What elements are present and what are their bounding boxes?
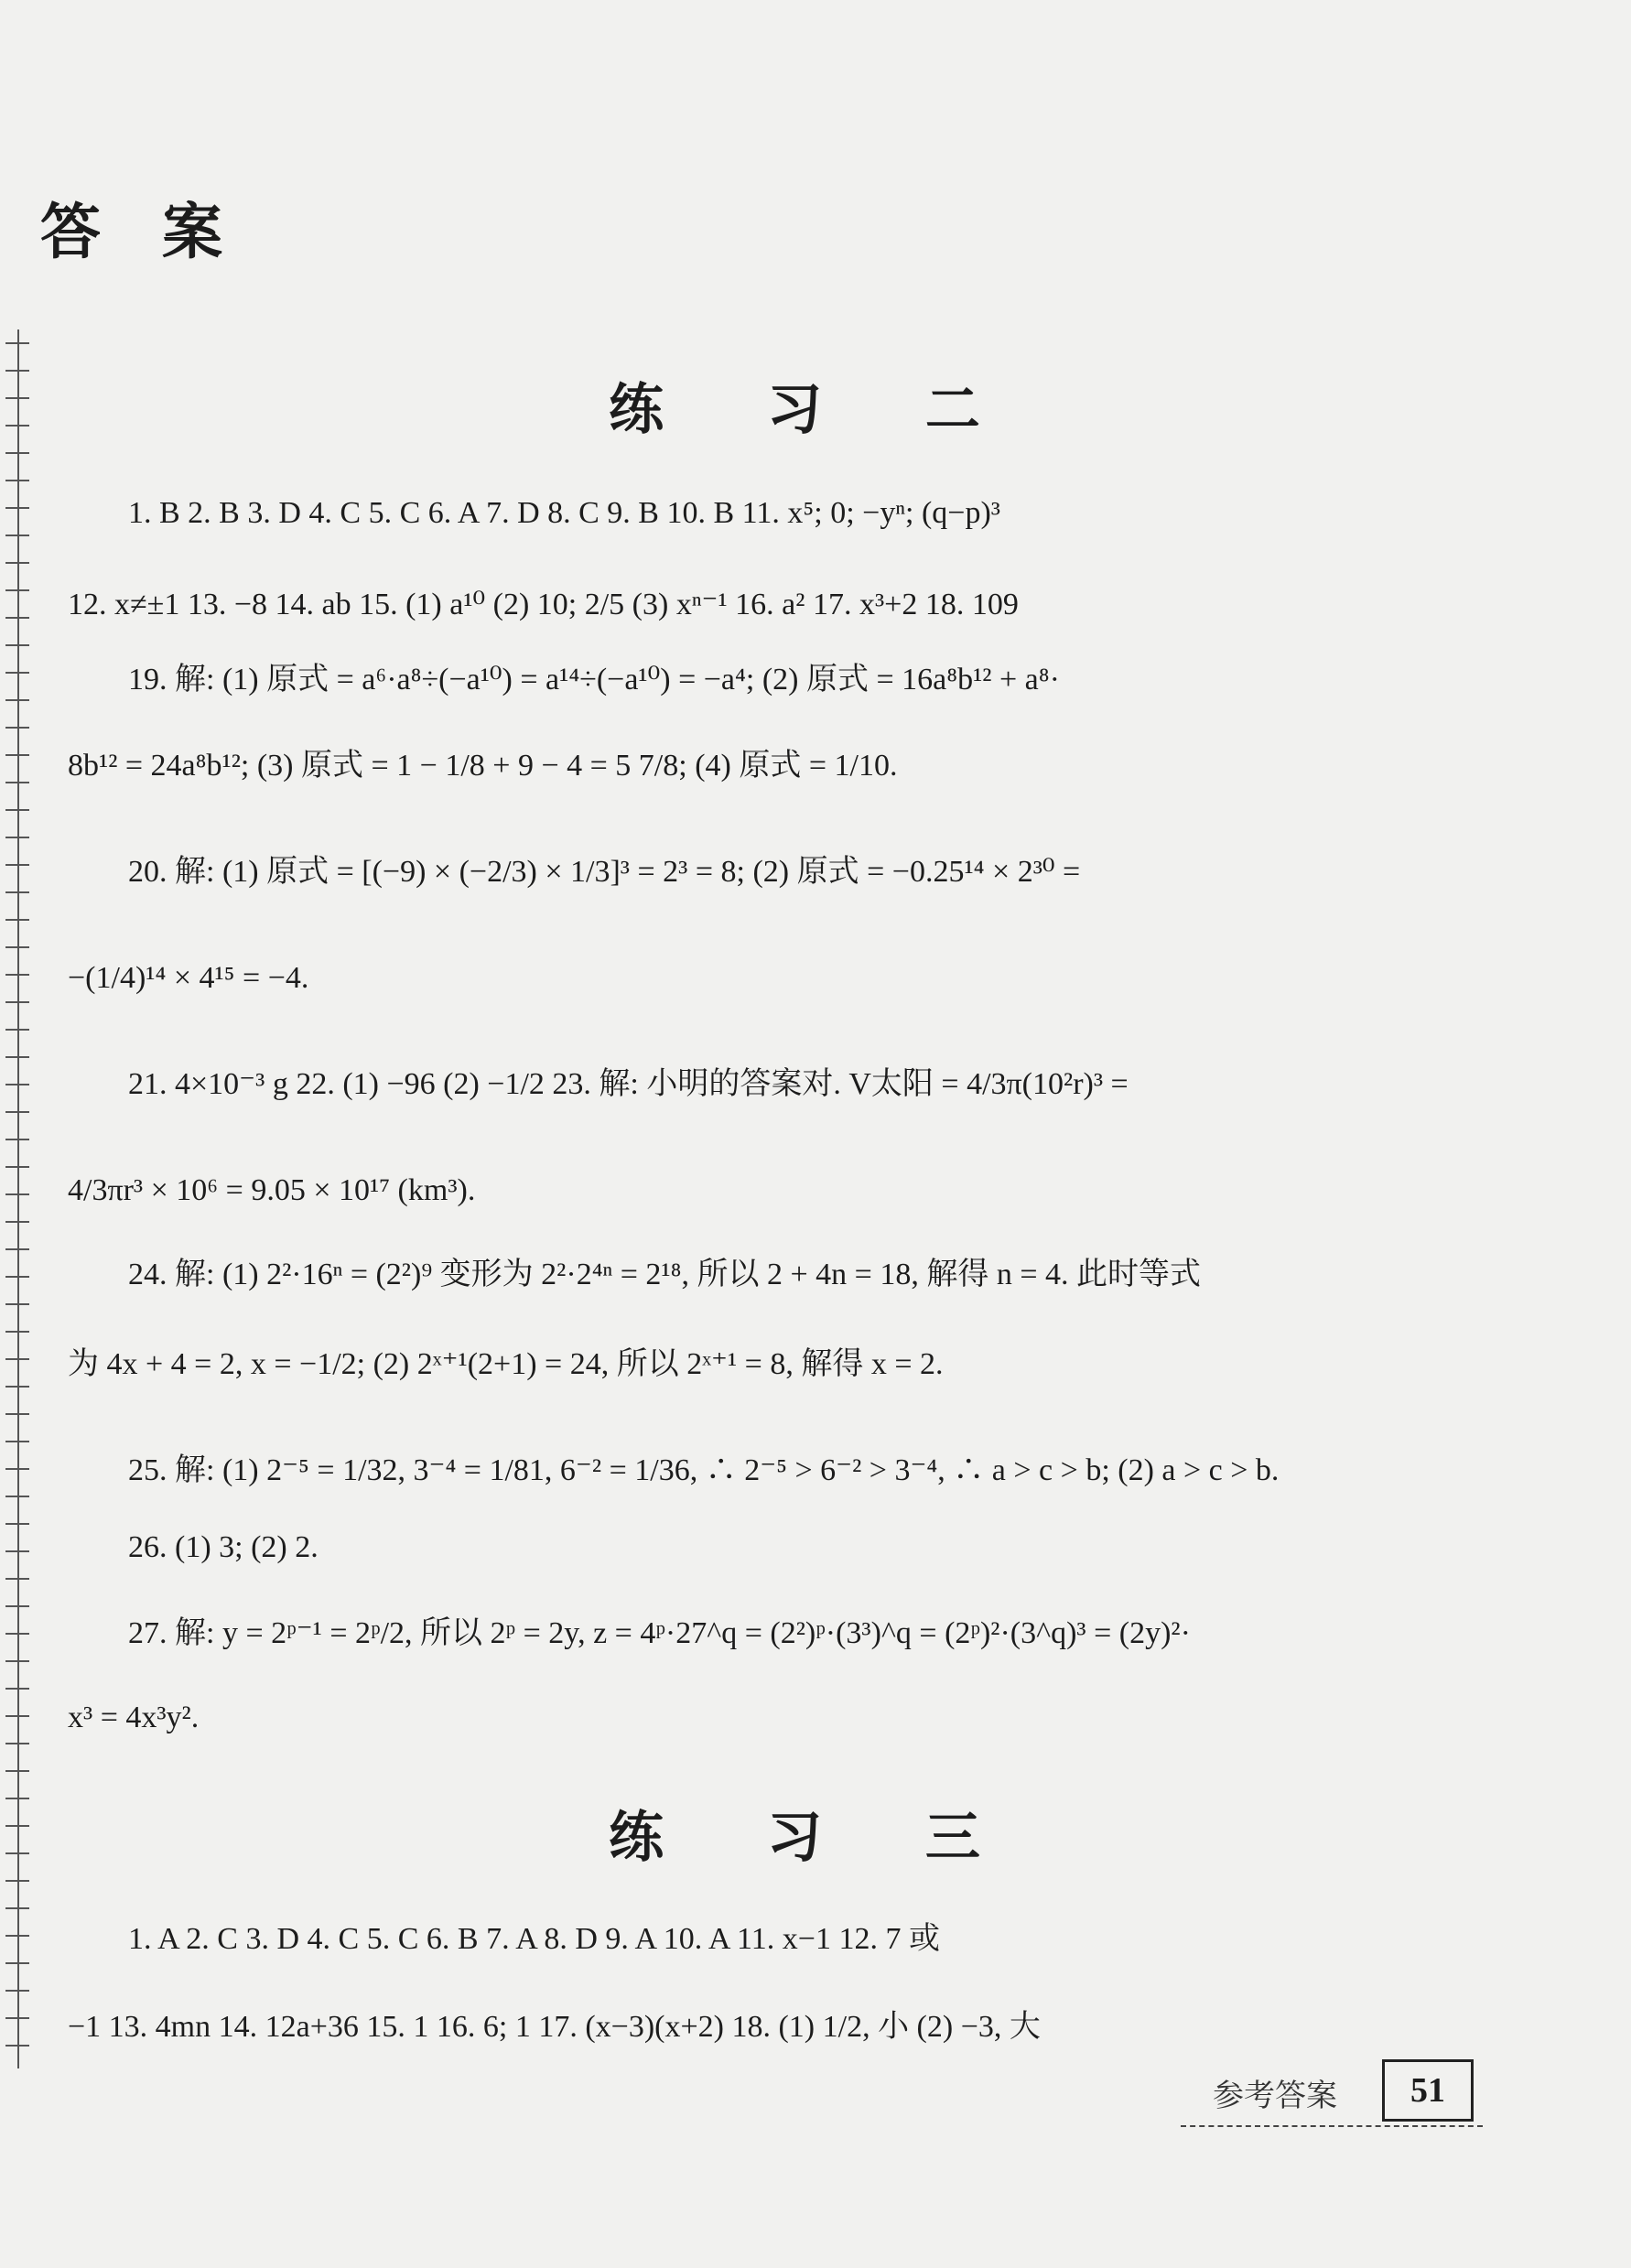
answer-line: −(1/4)¹⁴ × 4¹⁵ = −4. (68, 961, 309, 995)
footer-divider (1181, 2125, 1483, 2127)
section-title-exercise-2: 练 习 二 (609, 378, 1022, 442)
answer-line: 为 4x + 4 = 2, x = −1/2; (2) 2ˣ⁺¹(2+1) = 24, 所以 2ˣ⁺¹ = 8, 解得 x = 2. (68, 1347, 944, 1381)
answer-line: 8b¹² = 24a⁸b¹²; (3) 原式 = 1 − 1/8 + 9 − 4 = 5 7/8; (4) 原式 = 1/10. (68, 749, 898, 783)
page-number: 51 (1382, 2059, 1474, 2122)
answer-line: 1. A 2. C 3. D 4. C 5. C 6. B 7. A 8. D 9. A 10. A 11. x−1 12. 7 或 (128, 1922, 940, 1956)
answer-line: 25. 解: (1) 2⁻⁵ = 1/32, 3⁻⁴ = 1/81, 6⁻² = 1/36, ∴ 2⁻⁵ > 6⁻² > 3⁻⁴, ∴ a > c > b; (2) a > c > b. (128, 1453, 1280, 1487)
answer-line: 19. 解: (1) 原式 = a⁶·a⁸÷(−a¹⁰) = a¹⁴÷(−a¹⁰) = −a⁴; (2) 原式 = 16a⁸b¹² + a⁸· (128, 663, 1060, 697)
answer-line: 24. 解: (1) 2²·16ⁿ = (2²)⁹ 变形为 2²·2⁴ⁿ = 2¹⁸, 所以 2 + 4n = 18, 解得 n = 4. 此时等式 (128, 1258, 1202, 1291)
answer-line: 4/3πr³ × 10⁶ = 9.05 × 10¹⁷ (km³). (68, 1173, 476, 1207)
section-title-exercise-3: 练 习 三 (609, 1806, 1022, 1870)
answer-line: −1 13. 4mn 14. 12a+36 15. 1 16. 6; 1 17. (x−3)(x+2) 18. (1) 1/2, 小 (2) −3, 大 (68, 2010, 1041, 2044)
answer-line: 20. 解: (1) 原式 = [(−9) × (−2/3) × 1/3]³ = 2³ = 8; (2) 原式 = −0.25¹⁴ × 2³⁰ = (128, 855, 1081, 889)
answer-line: 26. (1) 3; (2) 2. (128, 1530, 319, 1564)
answer-line: 27. 解: y = 2ᵖ⁻¹ = 2ᵖ/2, 所以 2ᵖ = 2y, z = 4ᵖ·27^q = (2²)ᵖ·(3³)^q = (2ᵖ)²·(3^q)³ = (2y)²· (128, 1616, 1191, 1650)
footer-label: 参考答案 (1213, 2078, 1337, 2114)
answer-line: 21. 4×10⁻³ g 22. (1) −96 (2) −1/2 23. 解: 小明的答案对. V太阳 = 4/3π(10²r)³ = (128, 1067, 1129, 1101)
page-title: 答 案 (40, 197, 243, 267)
answer-line: 12. x≠±1 13. −8 14. ab 15. (1) a¹⁰ (2) 10; 2/5 (3) xⁿ⁻¹ 16. a² 17. x³+2 18. 109 (68, 588, 1019, 621)
answer-line: 1. B 2. B 3. D 4. C 5. C 6. A 7. D 8. C 9. B 10. B 11. x⁵; 0; −yⁿ; (q−p)³ (128, 496, 1000, 530)
answer-line: x³ = 4x³y². (68, 1701, 200, 1734)
